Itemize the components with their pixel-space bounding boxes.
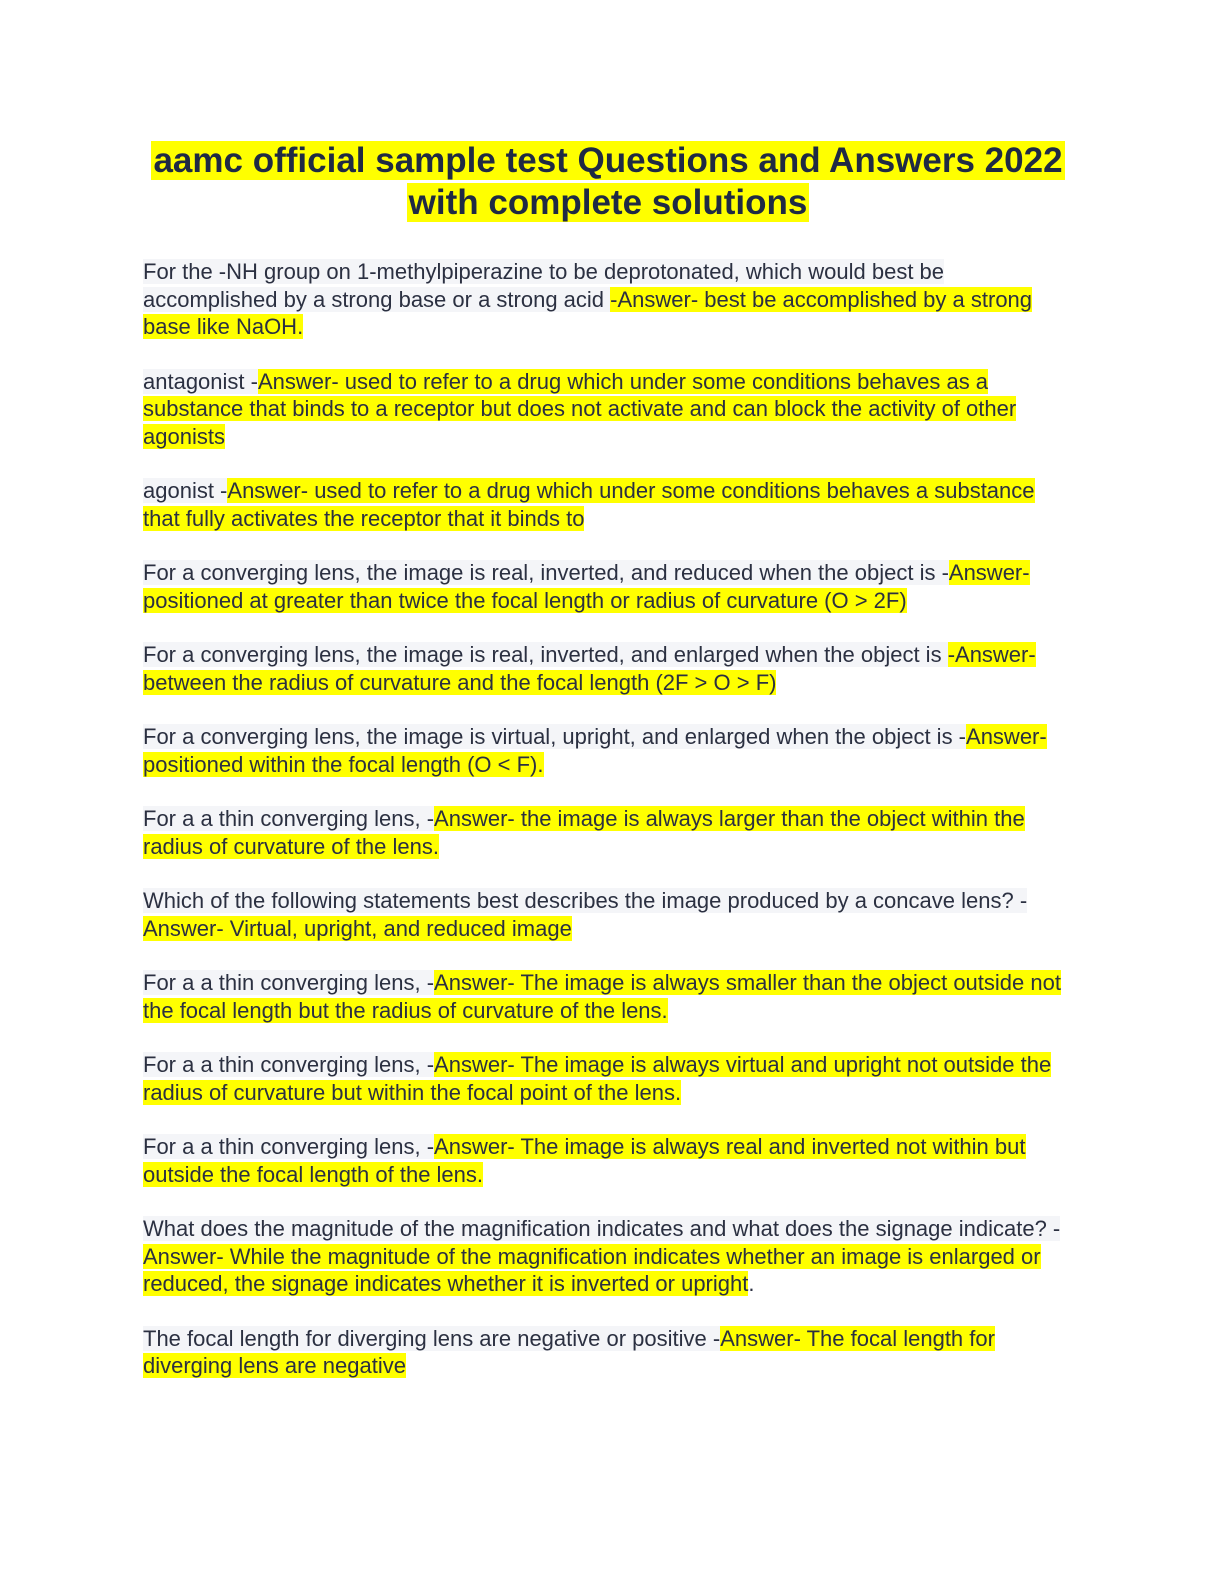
- question-text: agonist -: [143, 478, 228, 503]
- qa-item: [143, 1051, 1073, 1106]
- answer-text: Answer- Virtual, upright, and reduced image: [143, 915, 572, 941]
- qa-item: [143, 641, 1073, 696]
- answer-text: Answer- The image is always smaller than the object outside not the focal length but the radius of curvature of the lens.: [143, 970, 1061, 1023]
- answer-text: Answer- While the magnitude of the magnification indicates whether an image is enlarged or reduced, the signage indicates whether it is inverted or upright: [143, 1243, 1041, 1296]
- qa-item: [143, 1215, 1073, 1298]
- qa-item: [143, 1325, 1073, 1380]
- question-text: For a a thin converging lens, -: [143, 1134, 435, 1159]
- question-text: For a converging lens, the image is virtual, upright, and enlarged when the object is -: [143, 724, 967, 749]
- question-text: For a a thin converging lens, -: [143, 806, 435, 831]
- answer-text: Answer- used to refer to a drug which under some conditions behaves a substance that fully activates the receptor that it binds to: [143, 478, 1035, 531]
- answer-text: Answer- the image is always larger than the object within the radius of curvature of the lens.: [143, 806, 1025, 859]
- answer-text: Answer- The focal length for diverging lens are negative: [143, 1325, 995, 1378]
- question-text: For the -NH group on 1-methylpiperazine to be deprotonated, which would best be accomplished by a strong base or a strong acid: [143, 259, 945, 312]
- title-line-2: with complete solutions: [408, 183, 808, 222]
- qa-item: [143, 969, 1073, 1024]
- title-line-1: aamc official sample test Questions and Answers 2022: [153, 141, 1063, 180]
- answer-text: Answer- used to refer to a drug which under some conditions behaves as a substance that binds to a receptor but does not activate and can block the activity of other agonists: [143, 368, 1017, 449]
- question-text: The focal length for diverging lens are negative or positive -: [143, 1325, 721, 1351]
- qa-item: [143, 805, 1073, 860]
- document-title: [143, 140, 1073, 224]
- answer-text: Answer- The image is always real and inverted not within but outside the focal length of the lens.: [143, 1134, 1026, 1187]
- question-text: What does the magnitude of the magnification indicates and what does the signage indicate? -: [143, 1216, 1061, 1241]
- qa-item: [143, 368, 1073, 451]
- question-text: For a a thin converging lens, -: [143, 1052, 435, 1077]
- question-text: Which of the following statements best describes the image produced by a concave lens? -: [143, 888, 1028, 913]
- qa-item: [143, 258, 1073, 341]
- question-text: For a a thin converging lens, -: [143, 970, 435, 995]
- answer-text: Answer- positioned within the focal length (O < F).: [143, 724, 1047, 777]
- answer-tail: .: [748, 1271, 755, 1296]
- question-text: For a converging lens, the image is real, inverted, and enlarged when the object is: [143, 642, 948, 667]
- qa-item: [143, 723, 1073, 778]
- question-text: For a converging lens, the image is real, inverted, and reduced when the object is -: [143, 560, 949, 585]
- qa-item: [143, 1133, 1073, 1188]
- qa-list: [143, 258, 1073, 1380]
- qa-item: [143, 887, 1073, 942]
- answer-text: -Answer- best be accomplished by a strong base like NaOH.: [143, 286, 1033, 339]
- qa-item: [143, 477, 1073, 532]
- answer-text: Answer- positioned at greater than twice the focal length or radius of curvature (O > 2F): [143, 560, 1030, 613]
- question-text: antagonist -: [143, 368, 258, 394]
- qa-item: [143, 559, 1073, 614]
- answer-text: -Answer- between the radius of curvature and the focal length (2F > O > F): [143, 642, 1036, 695]
- document-page: [143, 140, 1073, 1407]
- answer-text: Answer- The image is always virtual and upright not outside the radius of curvature but within the focal point of the lens.: [143, 1052, 1052, 1105]
